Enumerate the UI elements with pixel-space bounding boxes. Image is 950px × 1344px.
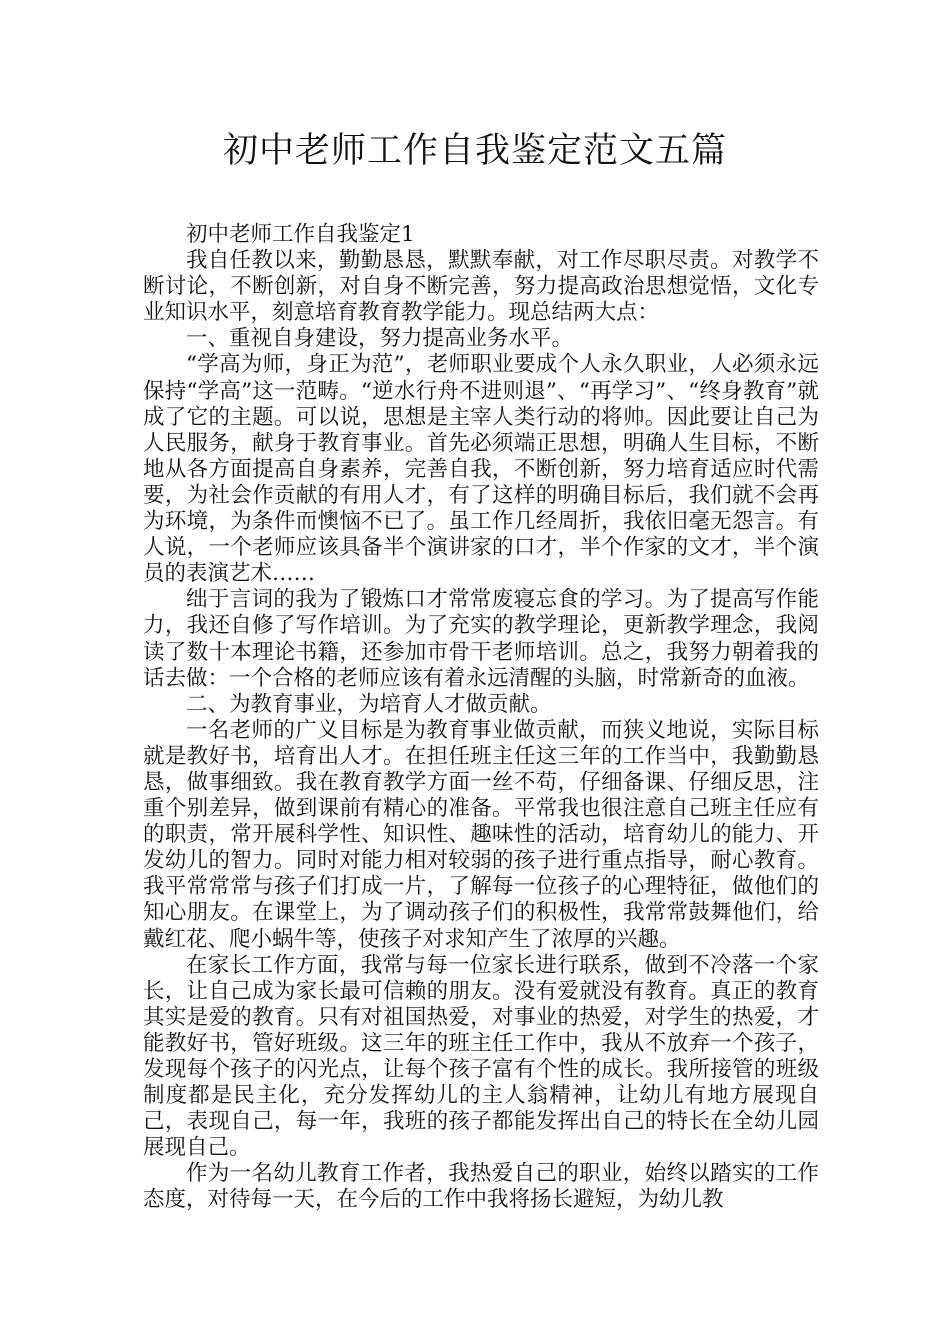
body-paragraph: “学高为师，身正为范”，老师职业要成个人永久职业，人必须永远保持“学高”这一范畴。“逆水行舟不进则退”、“再学习”、“终身教育”就成了它的主题。可以说，思想是主宰人类行动的将帅。因此要让自己为人民服务，献身于教育事业。首先必须端正思想，明确人生目标，不断地从各方面提高自身素养，完善自我，不断创新，努力培育适应时代需要，为社会作贡献的有用人才，有了这样的明确目标后，我们就不会再为环境，为条件而懊恼不已了。虽工作几经周折，我依旧毫无怨言。有人说，一个老师应该具备半个演讲家的口才，半个作家的文才，半个演员的表演艺术…… <box>143 352 819 587</box>
body-paragraph: 我自任教以来，勤勤恳恳，默默奉献，对工作尽职尽责。对教学不断讨论，不断创新，对自身不断完善，努力提高政治思想觉悟，文化专业知识水平，刻意培育教育教学能力。现总结两大点： <box>143 248 819 326</box>
body-paragraph: 一名老师的广义目标是为教育事业做贡献，而狭义地说，实际目标就是教好书，培育出人才。在担任班主任这三年的工作当中，我勤勤恳恳，做事细致。我在教育教学方面一丝不苟，仔细备课、仔细反思，注重个别差异，做到课前有精心的准备。平常我也很注意自己班主任应有的职责，常开展科学性、知识性、趣味性的活动，培育幼儿的能力、开发幼儿的智力。同时对能力相对较弱的孩子进行重点指导，耐心教育。我平常常常与孩子们打成一片，了解每一位孩子的心理特征，做他们的知心朋友。在课堂上，为了调动孩子们的积极性，我常常鼓舞他们，给戴红花、爬小蜗牛等，使孩子对求知产生了浓厚的兴趣。 <box>143 717 819 952</box>
document-body <box>143 222 819 1214</box>
section-heading: 一、重视自身建设，努力提高业务水平。 <box>186 326 574 352</box>
section-heading: 二、为教育事业，为培育人才做贡献。 <box>186 691 552 717</box>
body-paragraph: 绌于言词的我为了锻炼口才常常废寝忘食的学习。为了提高写作能力，我还自修了写作培训。为了充实的教学理论，更新教学理念，我阅读了数十本理论书籍，还参加市骨干老师培训。总之，我努力朝着我的话去做：一个合格的老师应该有着永远清醒的头脑，时常新奇的血液。 <box>143 587 819 691</box>
body-paragraph: 在家长工作方面，我常与每一位家长进行联系，做到不冷落一个家长，让自己成为家长最可信赖的朋友。没有爱就没有教育。真正的教育其实是爱的教育。只有对祖国热爱，对事业的热爱，对学生的热爱，才能教好书，管好班级。这三年的班主任工作中，我从不放弃一个孩子，发现每个孩子的闪光点，让每个孩子富有个性的成长。我所接管的班级制度都是民主化，充分发挥幼儿的主人翁精神，让幼儿有地方展现自己，表现自己，每一年，我班的孩子都能发挥出自己的特长在全幼儿园展现自己。 <box>143 952 819 1161</box>
document-title: 初中老师工作自我鉴定范文五篇 <box>222 131 727 171</box>
section-heading: 初中老师工作自我鉴定1 <box>186 222 415 247</box>
body-paragraph: 作为一名幼儿教育工作者，我热爱自己的职业，始终以踏实的工作态度，对待每一天，在今后的工作中我将扬长避短，为幼儿教 <box>143 1161 819 1213</box>
